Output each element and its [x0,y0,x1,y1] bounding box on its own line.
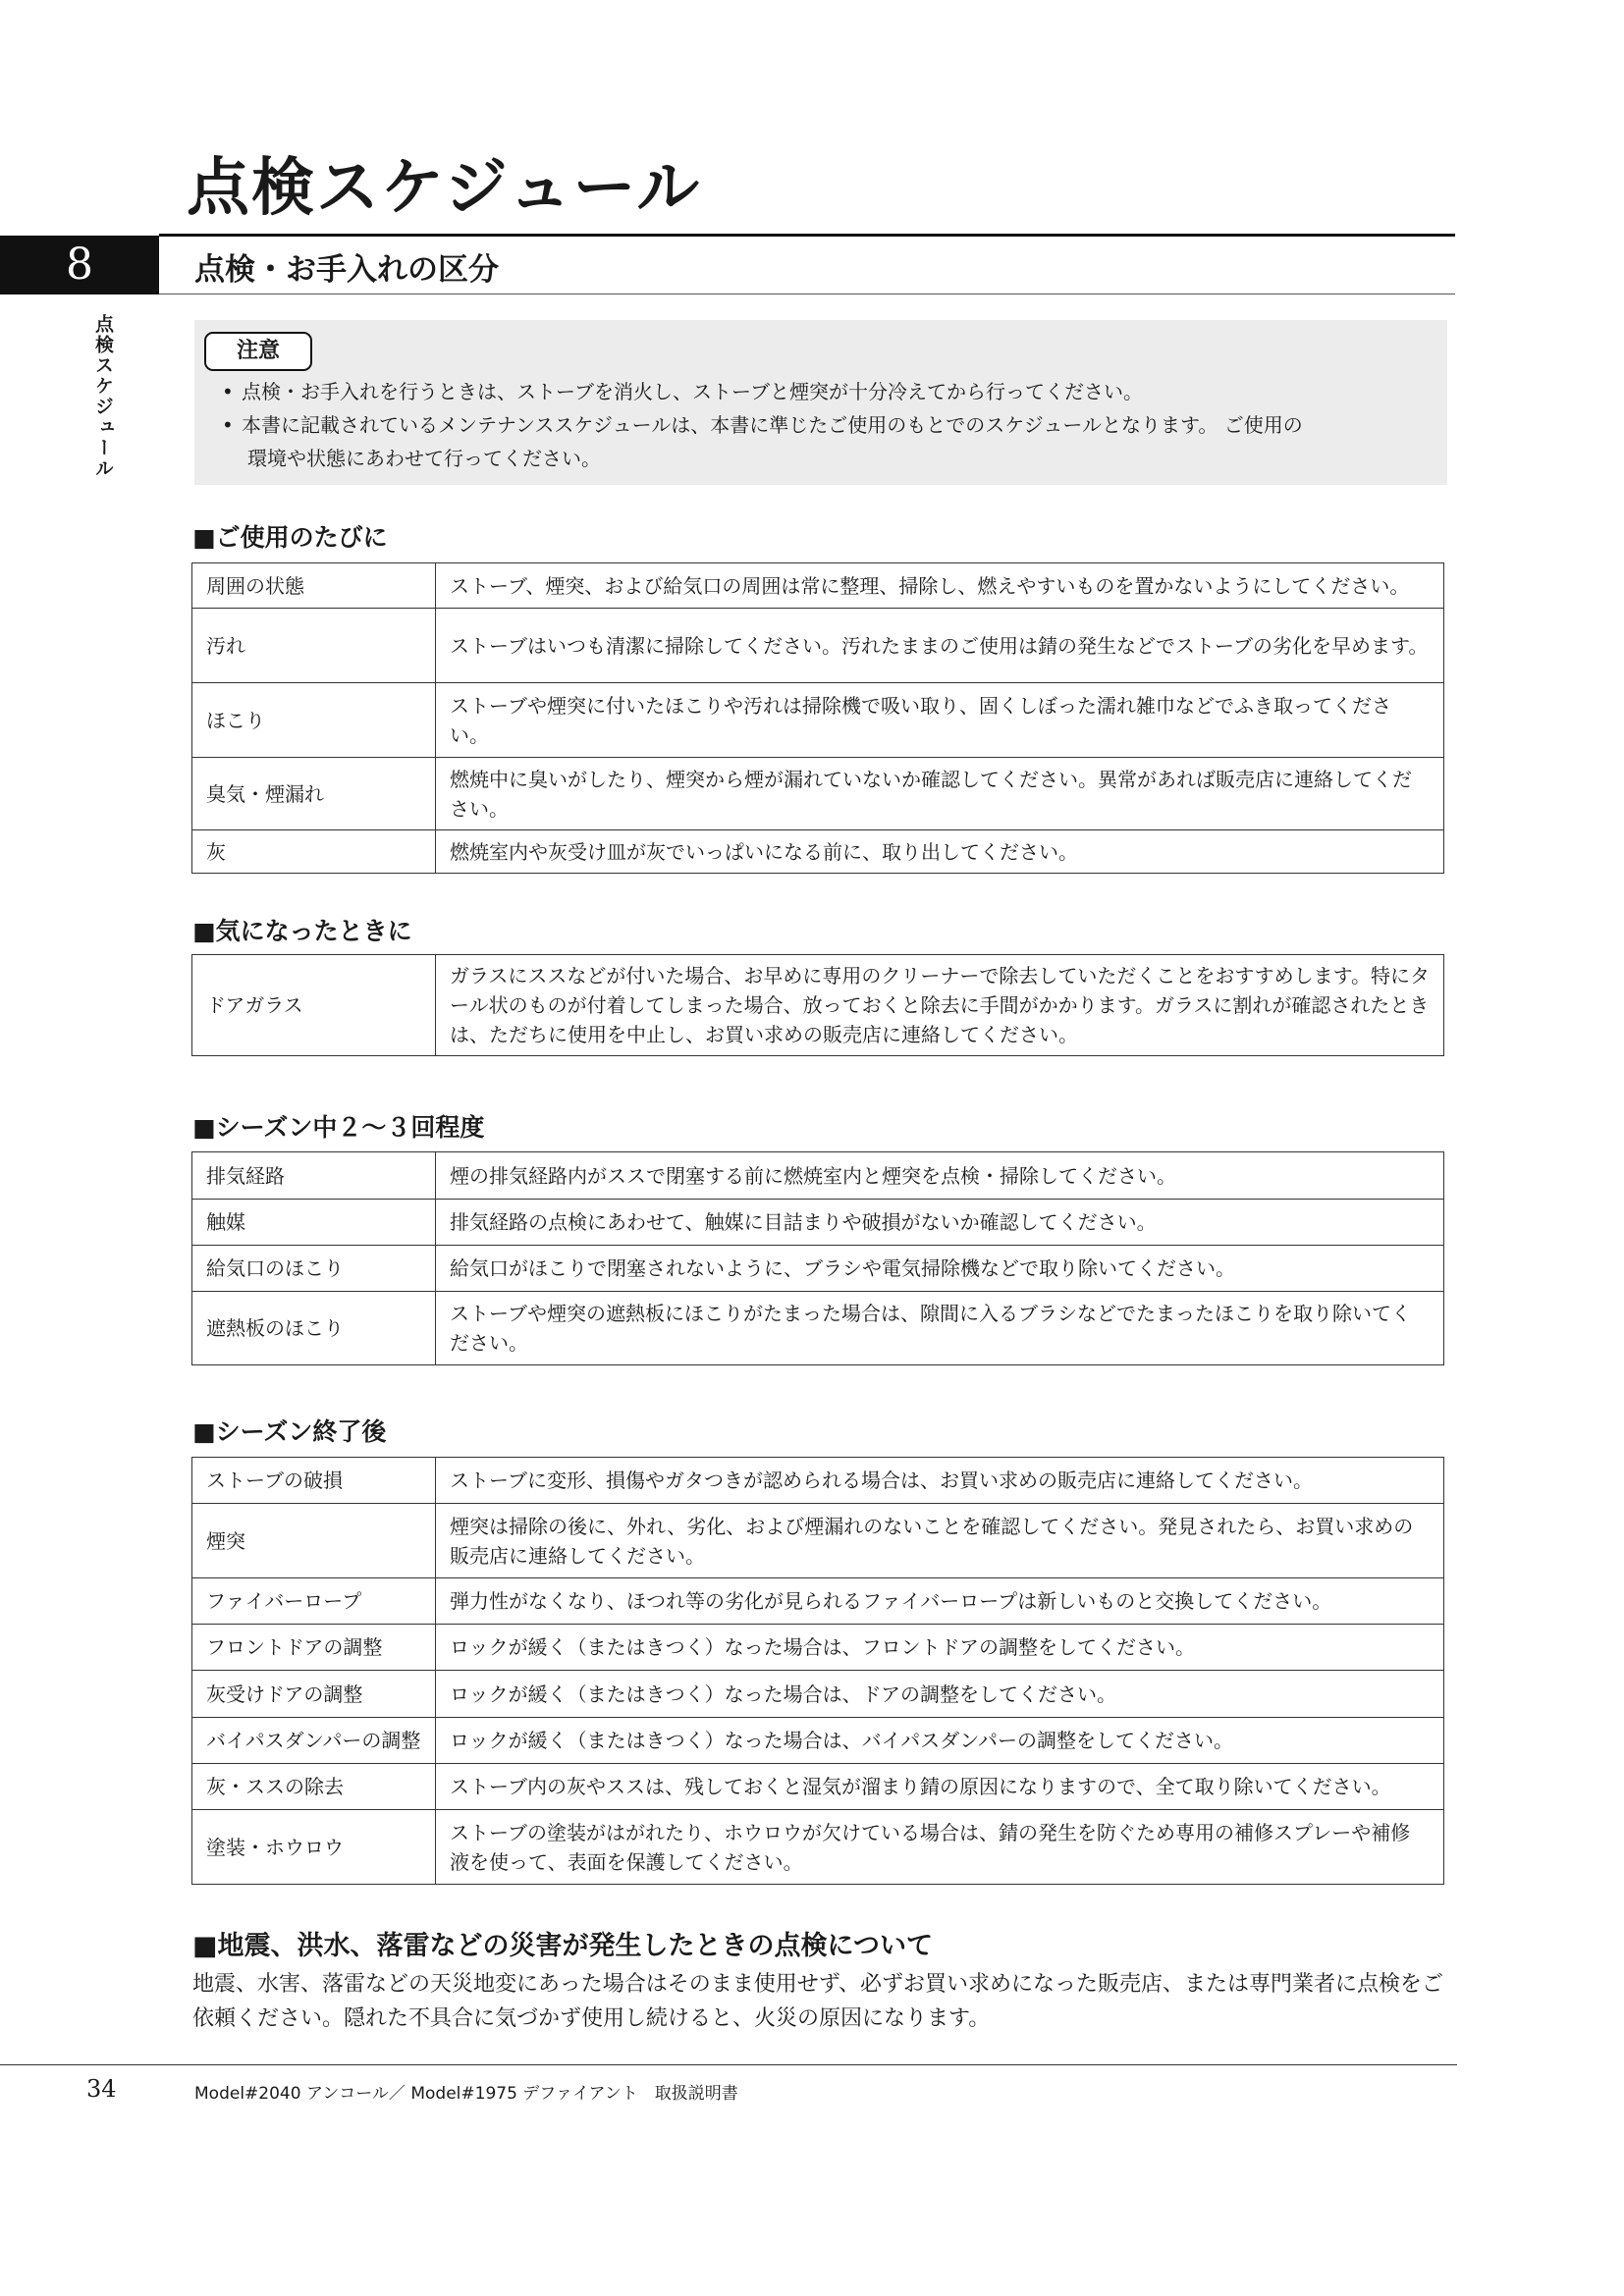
section-title: 点検・お手入れの区分 [194,252,499,288]
bullet-icon: • [222,413,234,437]
row-item: 灰受けドアの調整 [192,1671,436,1718]
row-item: 臭気・煙漏れ [192,758,436,830]
row-item: ストーブの破損 [192,1458,436,1504]
row-item: ほこり [192,683,436,758]
table-row [192,1578,1444,1625]
disaster-heading: ■地震、洪水、落雷などの災害が発生したときの点検について [192,1931,933,1961]
row-text: ストーブはいつも清潔に掃除してください。汚れたままのご使用は錆の発生などでストーブの劣化を早めます。 [436,609,1444,683]
table-row [192,609,1444,683]
row-item: 塗装・ホウロウ [192,1810,436,1885]
table-row [192,1200,1444,1246]
row-text: ロックが緩く（またはきつく）なった場合は、ドアの調整をしてください。 [436,1671,1444,1718]
row-text: ストーブ内の灰やススは、残しておくと湿気が溜まり錆の原因になりますので、全て取り除いてください。 [436,1764,1444,1810]
row-text: 燃焼室内や灰受け皿が灰でいっぱいになる前に、取り出してください。 [436,830,1444,874]
table-mid-season [191,1151,1444,1365]
table-row [192,1504,1444,1578]
row-item: 汚れ [192,609,436,683]
row-text: ストーブや煙突の遮熱板にほこりがたまった場合は、隙間に入るブラシなどでたまったほこりを取り除いてください。 [436,1292,1444,1365]
page-title: 点検スケジュール [187,151,702,225]
footer-model-text: Model#2040 アンコール／ Model#1975 デファイアント 取扱説明書 [194,2084,738,2104]
row-text: ストーブや煙突に付いたほこりや汚れは掃除機で吸い取り、固くしぼった濡れ雑巾などでふき取ってください。 [436,683,1444,758]
row-item: バイパスダンパーの調整 [192,1718,436,1764]
row-text: 弾力性がなくなり、ほつれ等の劣化が見られるファイバーロープは新しいものと交換してください。 [436,1578,1444,1625]
table-row [192,1764,1444,1810]
table-row [192,758,1444,830]
chapter-number: 8 [0,236,159,294]
row-item: ドアガラス [192,955,436,1056]
row-item: 遮熱板のほこり [192,1292,436,1365]
row-item: ファイバーロープ [192,1578,436,1625]
caution-bullet-2-cont: 環境や状態にあわせて行ってください。 [247,447,601,470]
row-text: 煙の排気経路内がススで閉塞する前に燃焼室内と煙突を点検・掃除してください。 [436,1152,1444,1200]
table-end-of-season [191,1457,1444,1885]
section-heading-when-concerned: ■気になったときに [192,917,412,945]
bullet-icon: • [222,380,234,403]
row-item: 灰・ススの除去 [192,1764,436,1810]
table-row [192,1246,1444,1292]
table-row [192,830,1444,874]
section-bar [159,234,1455,294]
row-item: 灰 [192,830,436,874]
table-when-concerned [191,954,1444,1056]
row-item: 排気経路 [192,1152,436,1200]
footer-divider [0,2064,1457,2065]
table-row [192,1625,1444,1671]
row-item: フロントドアの調整 [192,1625,436,1671]
page-number: 34 [86,2075,117,2103]
table-row [192,1810,1444,1885]
section-heading-mid-season: ■シーズン中２～３回程度 [192,1113,485,1142]
caution-label: 注意 [204,332,312,371]
row-text: ストーブの塗装がはがれたり、ホウロウが欠けている場合は、錆の発生を防ぐため専用の補修スプレーや補修液を使って、表面を保護してください。 [436,1810,1444,1885]
row-text: 燃焼中に臭いがしたり、煙突から煙が漏れていないか確認してください。異常があれば販売店に連絡してください。 [436,758,1444,830]
side-label: 点検スケジュール [92,314,114,479]
table-row [192,563,1444,609]
table-row [192,1458,1444,1504]
section-heading-end-of-season: ■シーズン終了後 [192,1417,387,1446]
table-row [192,1671,1444,1718]
row-text: ストーブに変形、損傷やガタつきが認められる場合は、お買い求めの販売店に連絡してください。 [436,1458,1444,1504]
caution-bullet-1: • 点検・お手入れを行うときは、ストーブを消火し、ストーブと煙突が十分冷えてから行ってください。 [222,375,1143,408]
section-heading-every-use: ■ご使用のたびに [192,523,388,552]
row-text: 給気口がほこりで閉塞されないように、ブラシや電気掃除機などで取り除いてください。 [436,1246,1444,1292]
row-text: ロックが緩く（またはきつく）なった場合は、フロントドアの調整をしてください。 [436,1625,1444,1671]
row-text: ストーブ、煙突、および給気口の周囲は常に整理、掃除し、燃えやすいものを置かないようにしてください。 [436,563,1444,609]
row-text: ガラスにススなどが付いた場合、お早めに専用のクリーナーで除去していただくことをおすすめします。特にタール状のものが付着してしまった場合、放っておくと除去に手間がかかります。ガラスに割れが確認されたときは、ただちに使用を中止し、お買い求めの販売店に連絡してください。 [436,955,1444,1056]
table-row [192,1718,1444,1764]
row-text: 排気経路の点検にあわせて、触媒に目詰まりや破損がないか確認してください。 [436,1200,1444,1246]
table-row [192,955,1444,1056]
caution-box [194,320,1447,485]
table-row [192,1152,1444,1200]
table-every-use [191,562,1444,874]
row-text: ロックが緩く（またはきつく）なった場合は、バイパスダンパーの調整をしてください。 [436,1718,1444,1764]
row-item: 煙突 [192,1504,436,1578]
disaster-body: 地震、水害、落雷などの天災地変にあった場合はそのまま使用せず、必ずお買い求めになった販売店、または専門業者に点検をご依頼ください。隠れた不具合に気づかず使用し続けると、火災の原因になります。 [192,1972,1444,2031]
row-item: 給気口のほこり [192,1246,436,1292]
table-row [192,683,1444,758]
table-row [192,1292,1444,1365]
row-text: 煙突は掃除の後に、外れ、劣化、および煙漏れのないことを確認してください。発見されたら、お買い求めの販売店に連絡してください。 [436,1504,1444,1578]
caution-bullet-2: • 本書に記載されているメンテナンススケジュールは、本書に準じたご使用のもとでのスケジュールとなります。 ご使用の [222,408,1303,442]
row-item: 触媒 [192,1200,436,1246]
row-item: 周囲の状態 [192,563,436,609]
